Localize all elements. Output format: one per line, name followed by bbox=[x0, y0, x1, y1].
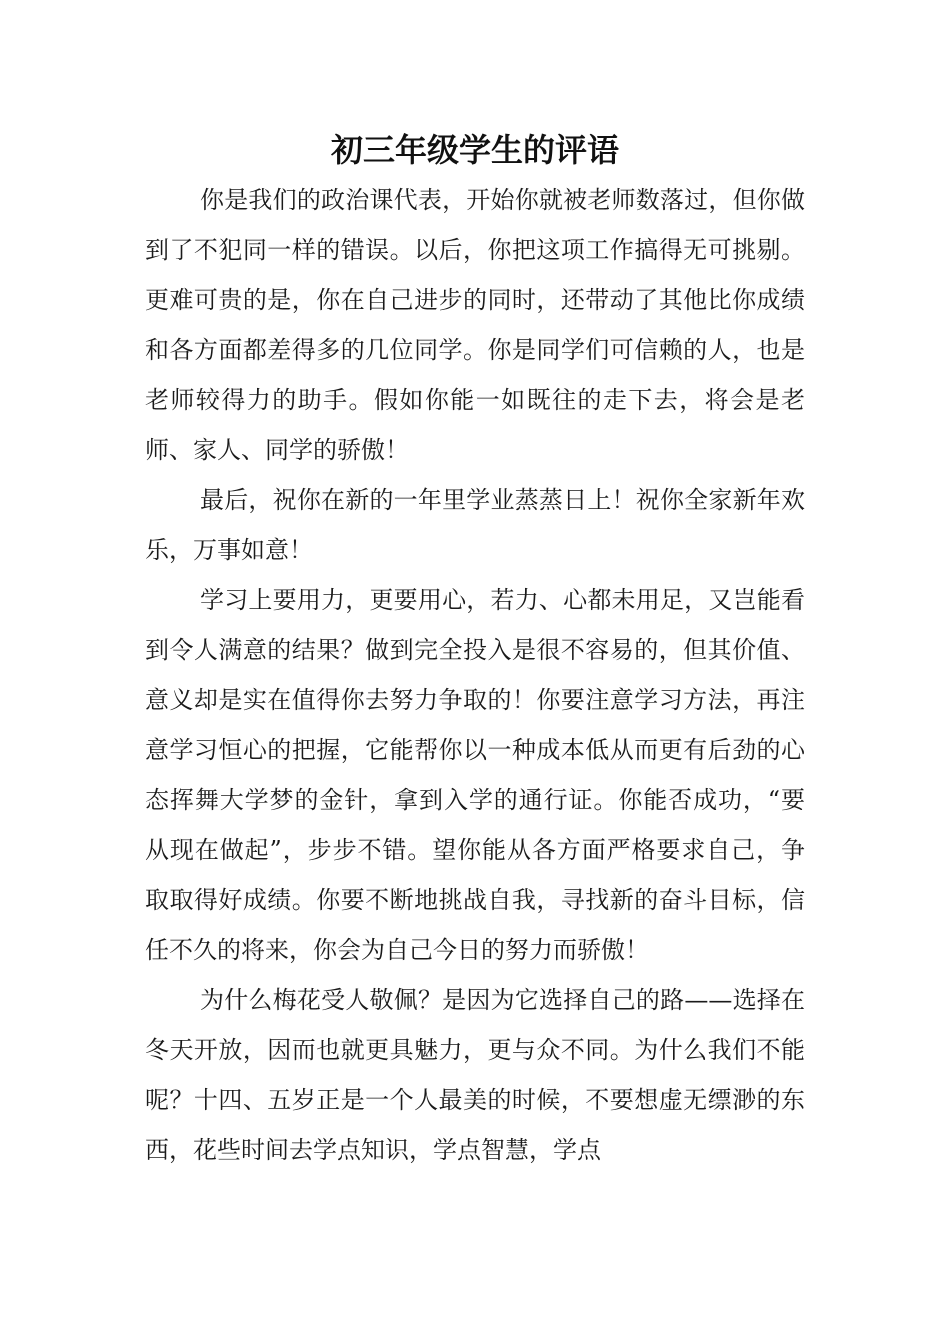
document-body bbox=[145, 175, 805, 1175]
paragraph-1: 你是我们的政治课代表，开始你就被老师数落过，但你做到了不犯同一样的错误。以后，你把这项工作搞得无可挑剔。更难可贵的是，你在自己进步的同时，还带动了其他比你成绩和各方面都差得多的几位同学。你是同学们可信赖的人，也是老师较得力的助手。假如你能一如既往的走下去，将会是老师、家人、同学的骄傲！ bbox=[145, 186, 805, 464]
document-title: 初三年级学生的评语 bbox=[330, 131, 619, 169]
paragraph-4: 为什么梅花受人敬佩？是因为它选择自己的路——选择在冬天开放，因而也就更具魅力，更与众不同。为什么我们不能呢？十四、五岁正是一个人最美的时候，不要想虚无缥渺的东西，花些时间去学点知识，学点智慧，学点 bbox=[145, 986, 805, 1164]
paragraph-3: 学习上要用力，更要用心，若力、心都未用足，又岂能看到令人满意的结果？做到完全投入是很不容易的，但其价值、意义却是实在值得你去努力争取的！你要注意学习方法，再注意学习恒心的把握，它能帮你以一种成本低从而更有后劲的心态挥舞大学梦的金针，拿到入学的通行证。你能否成功，“要从现在做起”，步步不错。望你能从各方面严格要求自己，争取取得好成绩。你要不断地挑战自我，寻找新的奋斗目标，信任不久的将来，你会为自己今日的努力而骄傲！ bbox=[145, 586, 805, 964]
paragraph-2: 最后，祝你在新的一年里学业蒸蒸日上！祝你全家新年欢乐，万事如意！ bbox=[145, 486, 805, 564]
